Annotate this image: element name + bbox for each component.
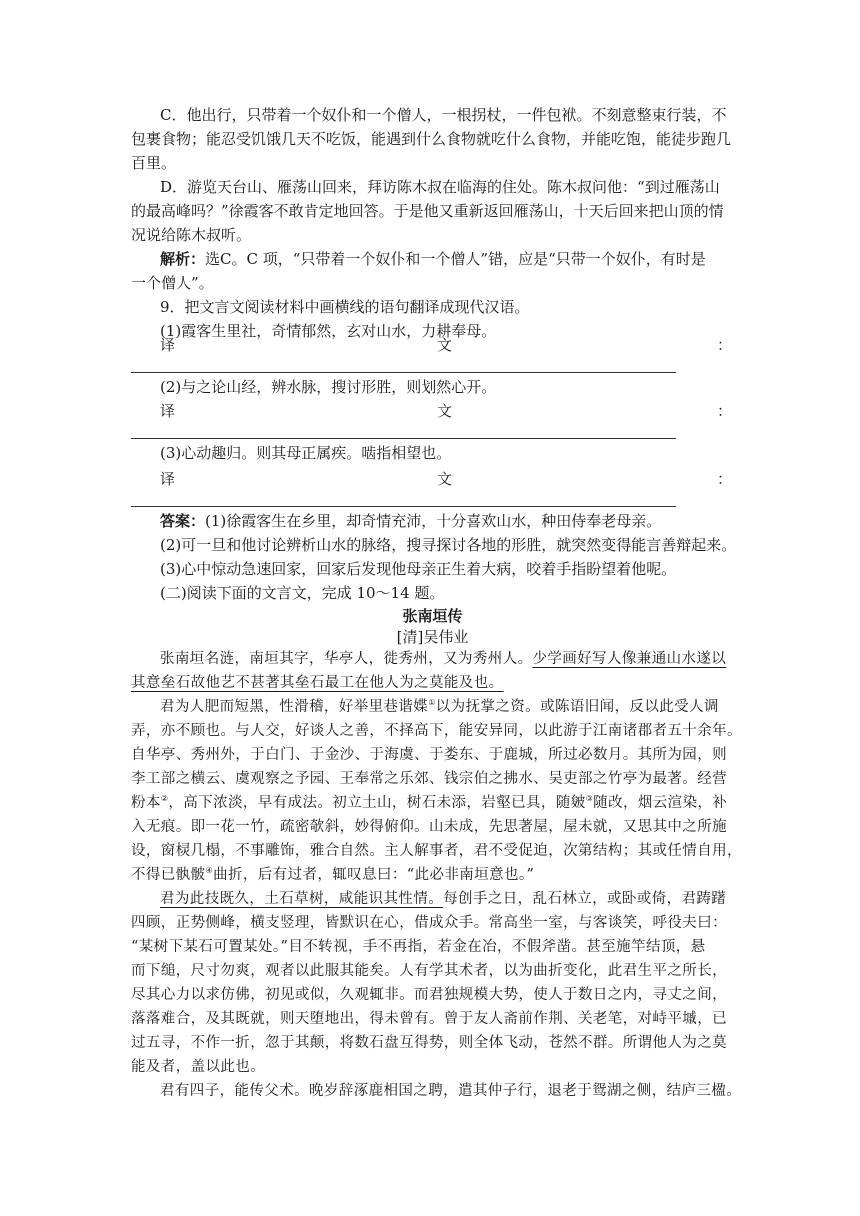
analysis-label: 解析： xyxy=(160,250,206,268)
passage-text: 君为人肥而短黑，性滑稽，好举里巷谐媟 xyxy=(160,699,429,715)
passage-p3-line-6: 落落难合，及其既就，则天堕地出，得未曾有。曾于友人斋前作荆、关老笔，对峙平墄，已 xyxy=(131,1011,727,1027)
passage-text: 以为抚掌之资。或陈语旧闻，反以此受人调 xyxy=(435,699,719,715)
yi-char: 译 xyxy=(160,470,176,488)
passage-p3-line-8: 能及者，盖以此也。 xyxy=(131,1059,266,1075)
yi-char: 译 xyxy=(160,336,176,354)
answer-blank-line-1[interactable] xyxy=(131,372,676,373)
q9-sentence-2: (2)与之论山经，辨水脉，搜讨形胜，则划然心开。 xyxy=(160,378,497,396)
passage-p1-line-2 xyxy=(131,671,734,695)
passage-p3-line-7: 过五寻，不作一折，忽于其颠，将数石盘互得势，则全体飞动，苍然不群。所谓他人为之莫 xyxy=(131,1035,727,1051)
answer-line-2: (2)可一旦和他讨论辨析山水的脉络，搜寻探讨各地的形胜，就突然变得能言善辩起来。 xyxy=(160,536,737,554)
q9-sentence-1: (1)霞客生里社，奇情郁然，玄对山水，力耕奉母。 xyxy=(160,322,497,340)
passage-p4-line-1: 君有四子，能传父术。晚岁辞涿鹿相国之聘，遣其仲子行，退老于鸳湖之侧，结庐三楹。 xyxy=(160,1083,742,1099)
passage-p2-line-2: 弄，亦不顾也。与人交，好谈人之善，不择高下，能安异同，以此游于江南诸郡者五十余年。 xyxy=(131,723,742,739)
passage-p3-line-4: 而下缒，尺寸勿爽，观者以此服其能矣。人有学其术者，以为曲折变化，此君生平之所长， xyxy=(131,963,727,979)
answer-text-1: (1)徐霞客生在乡里，却奇情充沛，十分喜欢山水，种田侍奉老母亲。 xyxy=(205,512,662,530)
answer-line-3: (3)心中惊动急速回家，回家后发现他母亲正生着大病，咬着手指盼望着他呢。 xyxy=(160,560,677,578)
wen-char: 文 xyxy=(437,336,453,354)
passage-p2-line-1 xyxy=(160,695,763,719)
underlined-sentence: 君为此技既久，土石草树，咸能识其性情。 xyxy=(160,891,444,907)
section-2-intro: (二)阅读下面的文言文，完成 10～14 题。 xyxy=(160,584,445,602)
option-c-line-3: 百里。 xyxy=(131,154,177,172)
q9-sentence-3: (3)心动趣归。则其母正属疾。啮指相望也。 xyxy=(160,444,452,462)
passage-p2-line-3: 自华亭、秀州外，于白门、于金沙、于海虞、于娄东、于鹿城，所过必数月。其所为园，则 xyxy=(131,747,727,763)
analysis-line-2: 一个僧人”。 xyxy=(131,274,214,292)
question-9-title: 9．把文言文阅读材料中画横线的语句翻译成现代汉语。 xyxy=(160,298,530,316)
passage-text: 不得已骫骳 xyxy=(131,867,206,883)
analysis-line-1 xyxy=(160,247,763,271)
passage-text: ，高下浓淡，早有成法。初立土山，树石未添，岩壑已具，随皴 xyxy=(168,795,586,811)
passage-p2-line-6: 入无痕。即一花一竹，疏密欹斜，妙得俯仰。山未成，先思著屋，屋未就，又思其中之所施 xyxy=(131,819,727,835)
underlined-sentence: 少学画好写人像兼通山水遂以 xyxy=(532,651,727,667)
footnote-marker-4[interactable]: ④ xyxy=(205,866,214,876)
option-c-line-1: C．他出行，只带着一个奴仆和一个僧人，一根拐杖，一件包袱。不刻意整束行装，不 xyxy=(160,106,727,124)
passage-p2-line-8 xyxy=(131,863,734,887)
passage-author: [清]吴伟业 xyxy=(396,628,469,646)
passage-p3-line-2: 四顾，正势侧峰，横支竖理，皆默识在心，借成众手。常高坐一室，与客谈笑，呼役夫曰： xyxy=(131,915,727,931)
passage-p1-line-1 xyxy=(160,647,763,671)
passage-p2-line-7: 设，窗棂几榻，不事雕饰，雅合自然。主人解事者，君不受促迫，次第结构；其或任情自用， xyxy=(131,843,742,859)
colon-char: ： xyxy=(717,402,733,420)
option-c-line-2: 包裹食物；能忍受饥饿几天不吃饭，能遇到什么食物就吃什么食物，并能吃饱，能徒步跑几 xyxy=(131,130,732,148)
wen-char: 文 xyxy=(437,470,453,488)
passage-text: 张南垣名涟，南垣其字，华亭人，徙秀州，又为秀州人。 xyxy=(160,651,533,667)
colon-char: ： xyxy=(717,336,733,354)
colon-char: ： xyxy=(717,470,733,488)
underlined-sentence: 其意垒石故他艺不甚著其垒石最工在他人为之莫能及也。 xyxy=(131,675,504,691)
answer-blank-line-3[interactable] xyxy=(131,506,676,507)
passage-title: 张南垣传 xyxy=(402,607,463,625)
option-d-line-1: D．游览天台山、雁荡山回来，拜访陈木叔在临海的住处。陈木叔问他：“到过雁荡山 xyxy=(160,178,720,196)
footnote-marker-3[interactable]: ③ xyxy=(585,794,594,804)
footnote-marker-2[interactable]: ② xyxy=(160,794,169,804)
option-d-line-2: 的最高峰吗？”徐霞客不敢肯定地回答。于是他又重新返回雁荡山，十天后回来把山顶的情 xyxy=(131,202,724,220)
passage-text: 粉本 xyxy=(131,795,161,811)
passage-p2-line-5 xyxy=(131,791,734,815)
passage-text: 每创手之日，乱石林立，或卧或倚，君踌躇 xyxy=(443,891,727,907)
passage-p2-line-4: 李工部之横云、虞观察之予园、王奉常之乐郊、钱宗伯之拂水、吴吏部之竹亭为最著。经营 xyxy=(131,771,727,787)
yi-char: 译 xyxy=(160,402,176,420)
passage-p3-line-5: 尽其心力以求仿佛，初见或似，久观辄非。而君独规模大势，使人于数日之内，寻丈之间， xyxy=(131,987,727,1003)
passage-p3-line-3: “某树下某石可置某处。”目不转视，手不再指，若金在冶，不假斧凿。甚至施竿结顶，悬 xyxy=(131,939,706,955)
wen-char: 文 xyxy=(437,402,453,420)
analysis-text: 选C。C 项，“只带着一个奴仆和一个僧人”错，应是“只带一个奴仆，有时是 xyxy=(205,250,706,268)
passage-text: 随改，烟云渲染，补 xyxy=(593,795,728,811)
passage-text: 曲折，后有过者，辄叹息曰：“此必非南垣意也。” xyxy=(213,867,535,883)
answer-blank-line-2[interactable] xyxy=(131,438,676,439)
answer-label: 答案： xyxy=(160,512,206,530)
passage-p3-line-1 xyxy=(160,887,763,911)
option-d-line-3: 况说给陈木叔听。 xyxy=(131,226,252,244)
answer-line-1 xyxy=(160,509,763,533)
footnote-marker-1[interactable]: ① xyxy=(428,698,436,708)
